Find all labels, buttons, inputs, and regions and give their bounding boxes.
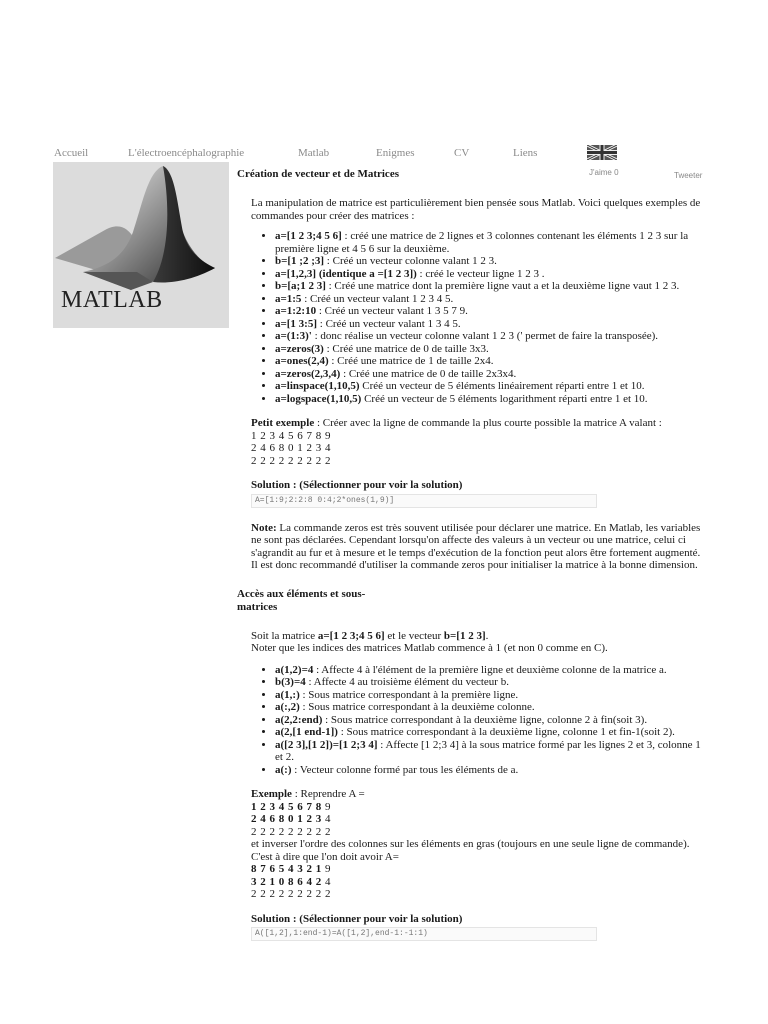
matrix-row (251, 826, 707, 839)
main-content (237, 168, 707, 941)
matrix-row: 2 4 6 8 0 1 2 3 4 (251, 442, 331, 454)
code-term: a=linspace(1,10,5) (275, 380, 360, 392)
example-text: : Reprendre A = (291, 788, 365, 800)
code-term: a(:,2) (275, 701, 300, 713)
code-term: a=1:2:10 (275, 305, 317, 317)
example-text: : Créer avec la ligne de commande la plus courte possible la matrice A valant : (314, 417, 662, 429)
code-term: a=ones(2,4) (275, 355, 329, 367)
item-description: : Sous matrice correspondant à la première ligne. (299, 688, 519, 701)
solution-field[interactable]: A([1,2],1:end-1)=A([1,2],end-1:-1:1) (251, 927, 597, 941)
list-item (275, 368, 707, 381)
section-title-access: Accès aux éléments et sous-matrices (237, 587, 366, 613)
item-description: : Créé un vecteur valant 1 2 3 4 5. (301, 292, 454, 305)
solution-block-1 (251, 479, 707, 508)
list-item (275, 714, 707, 727)
list-item (275, 230, 707, 255)
item-description: : Créé une matrice dont la première ligne vaut a et la deuxième ligne vaut 1 2 3. (325, 280, 680, 292)
intro-text: et le vecteur (384, 629, 444, 642)
note-label: Note: (251, 521, 277, 534)
matlab-logo (53, 162, 229, 328)
bold-elements: 2 4 6 8 0 1 2 3 (251, 813, 322, 825)
item-description: : Vecteur colonne formé par tous les éléments de a. (291, 763, 519, 776)
solution-field[interactable]: A=[1:9;2:2:8 0:4;2*ones(1,9)] (251, 494, 597, 508)
like-button[interactable]: J'aime 0 (589, 168, 619, 177)
item-description: Créé un vecteur de 5 éléments linéairement réparti entre 1 et 10. (359, 380, 645, 392)
list-item (275, 676, 707, 689)
matrix-row (251, 888, 707, 901)
logo-wordmark: MATLAB (61, 287, 163, 313)
matrix-row (251, 876, 707, 889)
bold-elements: 3 2 1 0 8 6 4 2 (251, 875, 322, 888)
section-creation-body (251, 197, 707, 572)
code-term: a([2 3],[1 2])=[1 2;3 4] (275, 738, 378, 751)
plain-elements: 9 (321, 800, 331, 813)
list-item (275, 280, 707, 293)
intro-text: Soit la matrice (251, 629, 318, 642)
list-item (275, 293, 707, 306)
item-description: : Sous matrice correspondant à la deuxième ligne, colonne 2 à fin(soit 3). (322, 713, 648, 726)
creation-command-list (251, 230, 707, 405)
matrix-row: 1 2 3 4 5 6 7 8 9 (251, 429, 331, 442)
example-label: Exemple (251, 788, 292, 800)
code-term: a=zeros(2,3,4) (275, 367, 341, 380)
intro-paragraph: La manipulation de matrice est particulièrement bien pensée sous Matlab. Voici quelques exemples de commandes pour créer des matrices : (251, 197, 701, 222)
code-term: a(1,2)=4 (275, 663, 314, 676)
example-statement (251, 417, 707, 430)
list-item (275, 330, 707, 343)
nav-eeg[interactable]: L'électroencéphalographie (128, 147, 245, 159)
code-term: a(2,[1 end-1]) (275, 726, 338, 738)
uk-flag-icon[interactable] (587, 145, 617, 160)
plain-elements: 2 2 2 2 2 2 2 2 2 (251, 888, 331, 900)
code-term: a=(1:3)' (275, 330, 312, 342)
item-description: : Créé une matrice de 1 de taille 2x4. (328, 355, 494, 367)
code-term: b=[1 2 3] (443, 629, 486, 642)
solution-label: Solution : (Sélectionner pour voir la solution) (251, 479, 463, 491)
item-description: Créé un vecteur de 5 éléments logarithment réparti entre 1 et 10. (361, 392, 648, 405)
list-item (275, 689, 707, 702)
exercise-instruction: et inverser l'ordre des colonnes sur les éléments en gras (toujours en une seule ligne de commande). C'est à dire que l'on doit avoir A= (251, 838, 690, 863)
code-term: a=[1,2,3] (identique a =[1 2 3]) (275, 267, 417, 280)
section-access-body (251, 630, 707, 942)
code-term: a(1,:) (275, 688, 300, 701)
item-description: : donc réalise un vecteur colonne valant 1 2 3 (' permet de faire la transposée). (311, 330, 659, 342)
list-item (275, 664, 707, 677)
matrix-row (251, 863, 707, 876)
nav-matlab[interactable]: Matlab (298, 147, 330, 159)
nav-accueil[interactable]: Accueil (54, 147, 89, 159)
matrix-row (251, 813, 707, 826)
list-item (275, 393, 707, 406)
plain-elements: 9 (321, 863, 331, 875)
access-command-list (251, 664, 707, 777)
solution-label: Solution : (Sélectionner pour voir la solution) (251, 912, 463, 925)
item-description: : Affecte 4 au troisième élément du vecteur b. (305, 676, 509, 688)
list-item (275, 701, 707, 714)
item-description: : Créé un vecteur colonne valant 1 2 3. (324, 255, 497, 267)
code-term: a(:) (275, 763, 292, 776)
code-term: a(2,2:end) (275, 713, 323, 726)
plain-elements: 2 2 2 2 2 2 2 2 2 (251, 825, 331, 838)
matrix-row (251, 801, 707, 814)
access-intro-note: Noter que les indices des matrices Matlab commence à 1 (et non 0 comme en C). (251, 642, 608, 654)
item-description: : Affecte 4 à l'élément de la première ligne et deuxième colonne de la matrice a. (313, 663, 667, 676)
access-intro (251, 630, 707, 643)
item-description: : Créé un vecteur valant 1 3 4 5. (317, 317, 461, 330)
code-term: a=[1 2 3;4 5 6] (275, 230, 342, 242)
list-item (275, 318, 707, 331)
plain-elements: 4 (321, 813, 331, 825)
matrix-row: 2 2 2 2 2 2 2 2 2 (251, 454, 331, 467)
exercise-example (251, 788, 707, 901)
code-term: b=[a;1 2 3] (275, 280, 326, 292)
code-term: a=1:5 (275, 292, 302, 305)
code-term: b(3)=4 (275, 676, 306, 688)
nav-liens[interactable]: Liens (513, 147, 538, 159)
item-description: : créé le vecteur ligne 1 2 3 . (416, 267, 545, 280)
item-description: : Créé un vecteur valant 1 3 5 7 9. (316, 305, 468, 317)
item-description: : Créé une matrice de 0 de taille 2x3x4. (340, 367, 517, 380)
bold-elements: 8 7 6 5 4 3 2 1 (251, 863, 322, 875)
list-item (275, 343, 707, 356)
code-term: a=zeros(3) (275, 342, 324, 355)
item-description: : Sous matrice correspondant à la deuxième ligne, colonne 1 et fin-1(soit 2). (337, 726, 675, 738)
list-item (275, 355, 707, 368)
code-term: b=[1 ;2 ;3] (275, 255, 325, 267)
note-text: La commande zeros est très souvent utilisée pour déclarer une matrice. En Matlab, les variables ne sont pas déclarées. Cependant lorsqu'on affecte des valeurs à un vecteur ou une matrice, celui ci s'agrandit au fur et à mesure et le temps d'exécution de la fonction peut alors être fortement augmenté. Il est donc recommandé d'utiliser la commande zeros pour initialiser la matrice à la bonne dimension. (251, 521, 701, 571)
plain-elements: 4 (321, 875, 331, 888)
section-title-creation: Création de vecteur et de Matrices (237, 168, 399, 180)
code-term: a=[1 2 3;4 5 6] (317, 629, 385, 642)
list-item (275, 255, 707, 268)
intro-text: . (485, 629, 489, 642)
item-description: : Affecte [1 2;3 4] à la sous matrice formé par les lignes 2 et 3, colonne 1 et 2. (275, 738, 701, 763)
exercise-statement (251, 788, 707, 801)
item-description: : Sous matrice correspondant à la deuxième colonne. (299, 701, 535, 713)
tweet-button[interactable]: Tweeter (674, 171, 703, 180)
list-item (275, 380, 707, 393)
nav-enigmes[interactable]: Enigmes (376, 147, 415, 159)
example-label: Petit exemple (251, 417, 315, 429)
bold-elements: 1 2 3 4 5 6 7 8 (251, 800, 322, 813)
list-item (275, 726, 707, 739)
code-term: a=[1 3:5] (275, 317, 318, 330)
list-item (275, 268, 707, 281)
list-item (275, 764, 707, 777)
list-item (275, 305, 707, 318)
small-example (251, 417, 707, 467)
note-paragraph (251, 522, 707, 572)
solution-block-2 (251, 913, 707, 942)
list-item (275, 739, 707, 764)
item-description: : créé une matrice de 2 lignes et 3 colonnes contenant les éléments 1 2 3 sur la première ligne et 4 5 6 sur la deuxième. (275, 230, 689, 255)
item-description: : Créé une matrice de 0 de taille 3x3. (323, 342, 489, 355)
nav-cv[interactable]: CV (454, 147, 470, 159)
code-term: a=logspace(1,10,5) (275, 392, 362, 405)
